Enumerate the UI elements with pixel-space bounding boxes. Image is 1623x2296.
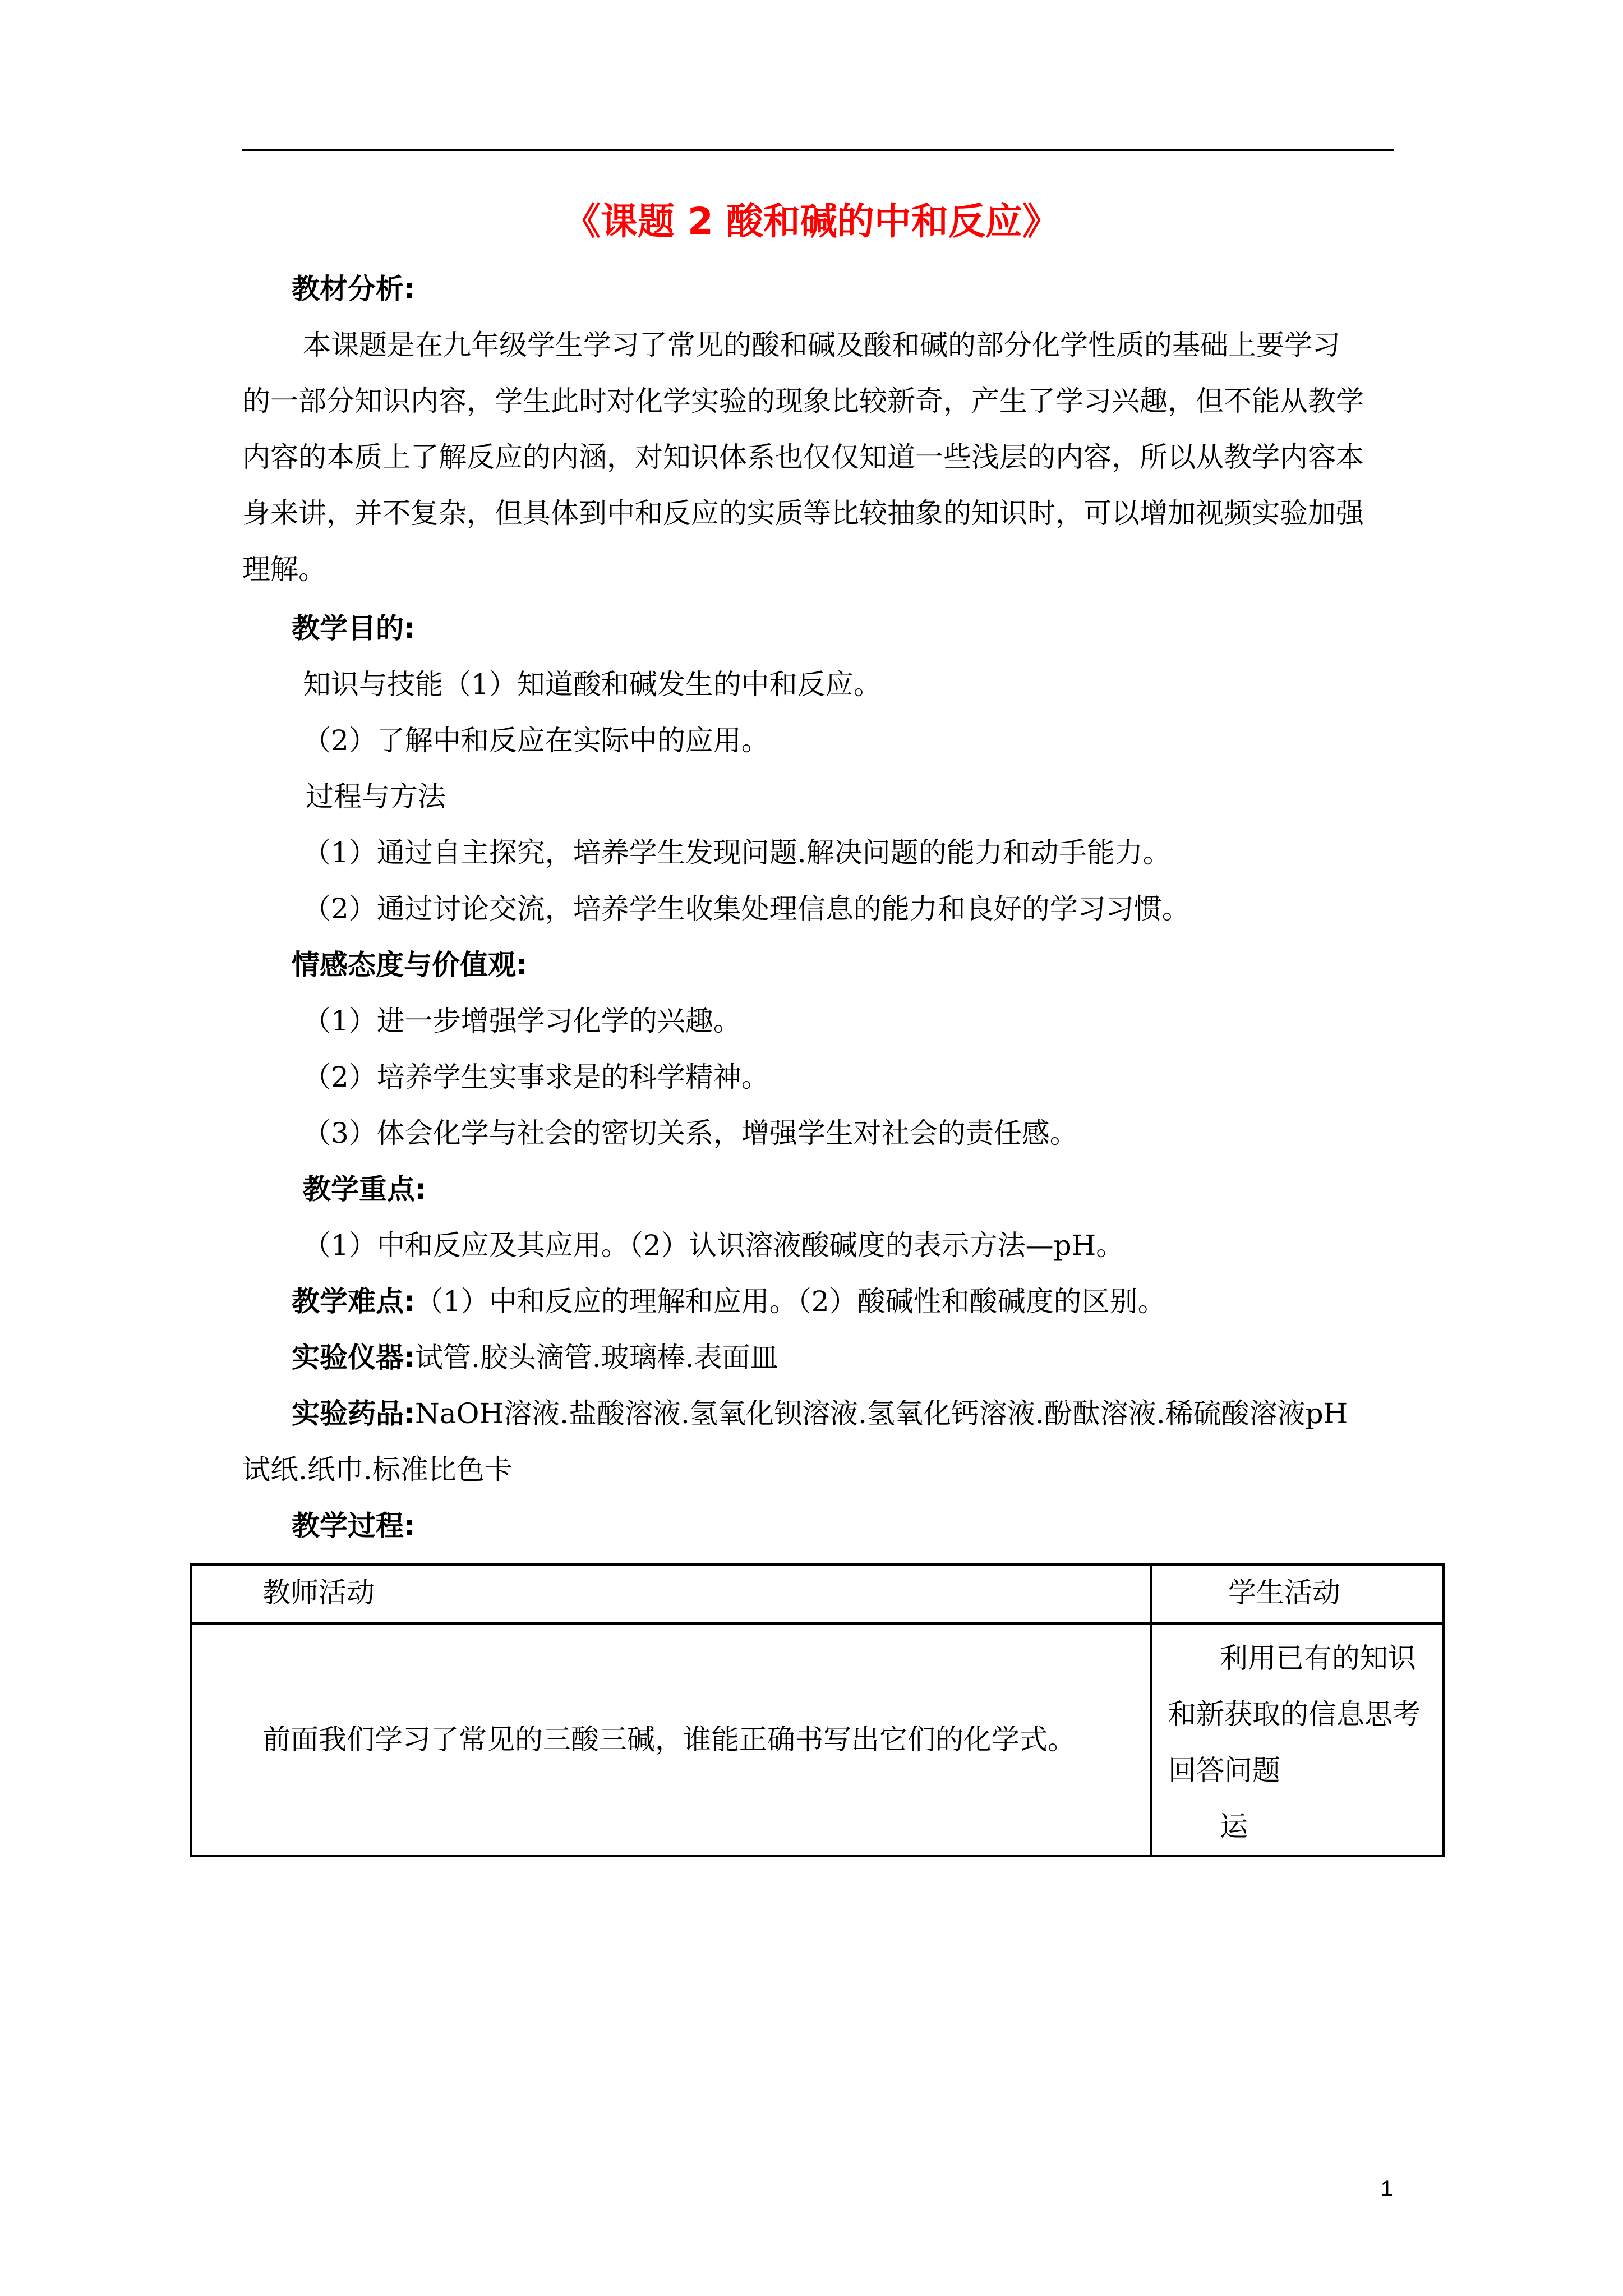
instruments-line <box>292 1338 778 1377</box>
difficulties-text: （1）中和反应的理解和应用。（2）酸碱性和酸碱度的区别。 <box>415 1285 1166 1318</box>
emotion-heading: 情感态度与价值观: <box>292 949 527 981</box>
instruments-label: 实验仪器: <box>292 1341 415 1374</box>
key-points-heading: 教学重点: <box>303 1173 426 1205</box>
process-objective-2: （2）通过讨论交流，培养学生收集处理信息的能力和良好的学习习惯。 <box>303 892 1190 925</box>
knowledge-objective-2: （2）了解中和反应在实际中的应用。 <box>303 724 769 757</box>
table-header-row <box>191 1565 1444 1623</box>
emotion-objective-2: （2）培养学生实事求是的科学精神。 <box>303 1061 769 1093</box>
material-analysis-heading: 教材分析: <box>292 273 415 305</box>
material-line: 理解。 <box>242 553 326 586</box>
reagents-line <box>292 1394 1348 1433</box>
teacher-activity-text: 前面我们学习了常见的三酸三碱，谁能正确书写出它们的化学式。 <box>262 1723 1076 1756</box>
document-title: 《课题 2 酸和碱的中和反应》 <box>564 200 1059 243</box>
header-rule <box>242 149 1394 151</box>
instruments-text: 试管.胶头滴管.玻璃棒.表面皿 <box>415 1341 778 1374</box>
teacher-activity-cell <box>191 1623 1151 1856</box>
emotion-objective-1: （1）进一步增强学习化学的兴趣。 <box>303 1005 741 1037</box>
student-activity-line: 运 <box>1220 1810 1248 1843</box>
reagents-text: NaOH溶液.盐酸溶液.氢氧化钡溶液.氢氧化钙溶液.酚酞溶液.稀硫酸溶液pH <box>415 1397 1348 1430</box>
student-header: 学生活动 <box>1228 1576 1340 1609</box>
knowledge-objective-1: 知识与技能（1）知道酸和碱发生的中和反应。 <box>303 668 882 701</box>
objectives-heading: 教学目的: <box>292 612 415 645</box>
student-activity-line: 回答问题 <box>1168 1754 1280 1787</box>
key-points: （1）中和反应及其应用。（2）认识溶液酸碱度的表示方法—pH。 <box>303 1229 1124 1262</box>
student-activity-line: 和新获取的信息思考 <box>1168 1698 1421 1731</box>
difficulties-label: 教学难点: <box>292 1285 415 1318</box>
student-activity-line: 利用已有的知识 <box>1220 1642 1416 1674</box>
process-objective-1: （1）通过自主探究，培养学生发现问题.解决问题的能力和动手能力。 <box>303 836 1171 869</box>
table-row <box>191 1623 1444 1856</box>
reagents-line-2: 试纸.纸巾.标准比色卡 <box>242 1453 513 1486</box>
student-header-cell <box>1151 1565 1444 1623</box>
process-method-heading: 过程与方法 <box>306 780 446 813</box>
teaching-process-table <box>190 1563 1445 1857</box>
material-line: 内容的本质上了解反应的内涵，对知识体系也仅仅知道一些浅层的内容，所以从教学内容本 <box>242 441 1364 473</box>
difficulties-line <box>292 1282 1166 1321</box>
teacher-header: 教师活动 <box>262 1576 375 1609</box>
process-table-heading: 教学过程: <box>292 1510 415 1542</box>
student-activity-cell <box>1151 1623 1444 1856</box>
emotion-objective-3: （3）体会化学与社会的密切关系，增强学生对社会的责任感。 <box>303 1117 1078 1149</box>
teacher-header-cell <box>191 1565 1151 1623</box>
material-line: 本课题是在九年级学生学习了常见的酸和碱及酸和碱的部分化学性质的基础上要学习 <box>303 329 1340 361</box>
material-line: 身来讲，并不复杂，但具体到中和反应的实质等比较抽象的知识时，可以增加视频实验加强 <box>242 497 1364 530</box>
reagents-label: 实验药品: <box>292 1397 415 1430</box>
material-line: 的一部分知识内容，学生此时对化学实验的现象比较新奇，产生了学习兴趣，但不能从教学 <box>242 385 1364 417</box>
page-number: 1 <box>1380 2177 1393 2201</box>
